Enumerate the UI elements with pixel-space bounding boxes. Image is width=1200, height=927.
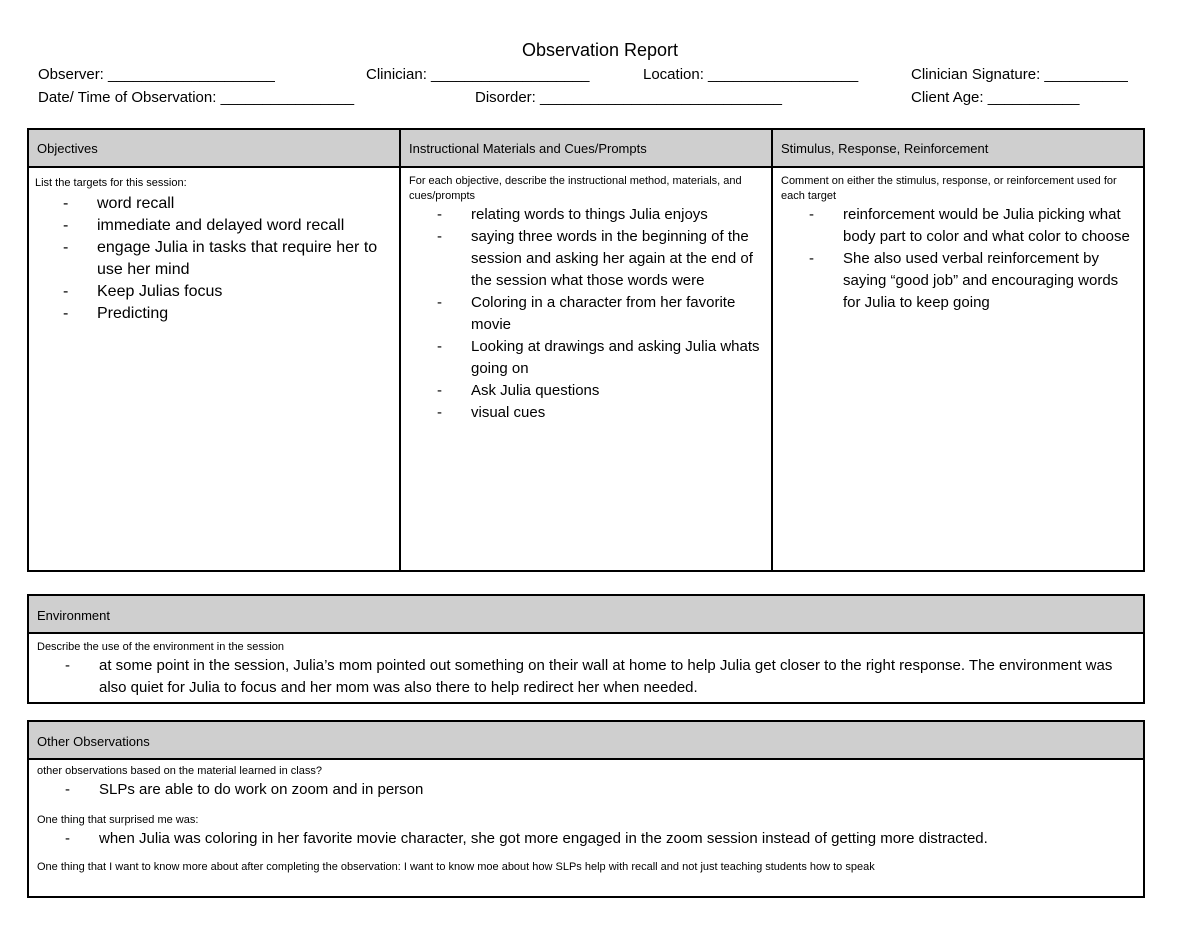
objectives-list [35, 193, 393, 325]
date-time-field: Date/ Time of Observation: ________________ [38, 89, 355, 106]
stimulus-column [771, 128, 1145, 572]
page-title: Observation Report [521, 40, 679, 60]
list-item: - word recall [35, 193, 393, 215]
other-prompt-3: One thing that I want to know more about after completing the observation: I want to know moe about how SLPs help with recall and not just teaching students how to speak [37, 861, 875, 873]
list-item: - saying three words in the beginning of the session and asking her again at the end of the session what those words were [409, 226, 763, 292]
environment-prompt: Describe the use of the environment in the session [37, 641, 285, 653]
list-item: - immediate and delayed word recall [35, 215, 393, 237]
objectives-prompt: List the targets for this session: [35, 177, 187, 189]
materials-column [399, 128, 773, 572]
clinician-signature-field: Clinician Signature: __________ [911, 66, 1128, 83]
other-observations-section [27, 720, 1145, 898]
objectives-column [27, 128, 401, 572]
other-prompt-1: other observations based on the material learned in class? [37, 765, 322, 777]
list-item: - engage Julia in tasks that require her to use her mind [35, 237, 393, 281]
list-item: - visual cues [409, 402, 763, 424]
list-item: - Looking at drawings and asking Julia whats going on [409, 336, 763, 380]
list-item: - Keep Julias focus [35, 281, 393, 303]
list-item: - Predicting [35, 303, 393, 325]
materials-list [409, 204, 763, 424]
clinician-field: Clinician: ___________________ [366, 66, 590, 83]
list-item: - relating words to things Julia enjoys [409, 204, 763, 226]
environment-list [37, 655, 1135, 699]
stimulus-prompt: Comment on either the stimulus, response, or reinforcement used for each target [781, 175, 1117, 202]
stimulus-heading: Stimulus, Response, Reinforcement [773, 130, 1143, 168]
list-item: - Ask Julia questions [409, 380, 763, 402]
other-answer-1-list [37, 779, 1135, 801]
materials-heading: Instructional Materials and Cues/Prompts [401, 130, 771, 168]
location-field: Location: __________________ [643, 66, 859, 83]
materials-prompt: For each objective, describe the instructional method, materials, and cues/prompts [409, 175, 742, 202]
other-observations-heading: Other Observations [29, 722, 1143, 760]
stimulus-list [781, 204, 1135, 314]
list-item: - reinforcement would be Julia picking what body part to color and what color to choose [781, 204, 1135, 248]
client-age-field: Client Age: ___________ [911, 89, 1080, 106]
list-item: - when Julia was coloring in her favorite movie character, she got more engaged in the zoom session instead of getting more distracted. [37, 828, 1135, 850]
list-item: - SLPs are able to do work on zoom and in person [37, 779, 1135, 801]
disorder-field: Disorder: _____________________________ [475, 89, 782, 106]
other-answer-2-list [37, 828, 1135, 850]
other-prompt-2: One thing that surprised me was: [37, 814, 199, 826]
environment-heading: Environment [29, 596, 1143, 634]
objectives-heading: Objectives [29, 130, 399, 168]
environment-section [27, 594, 1145, 704]
list-item: - Coloring in a character from her favorite movie [409, 292, 763, 336]
list-item: - at some point in the session, Julia’s mom pointed out something on their wall at home to help Julia get closer to the right response. The environment was also quiet for Julia to focus and her mom was also there to help redirect her when needed. [37, 655, 1135, 699]
list-item: - She also used verbal reinforcement by saying “good job” and encouraging words for Julia to keep going [781, 248, 1135, 314]
observer-field: Observer: ____________________ [38, 66, 275, 83]
